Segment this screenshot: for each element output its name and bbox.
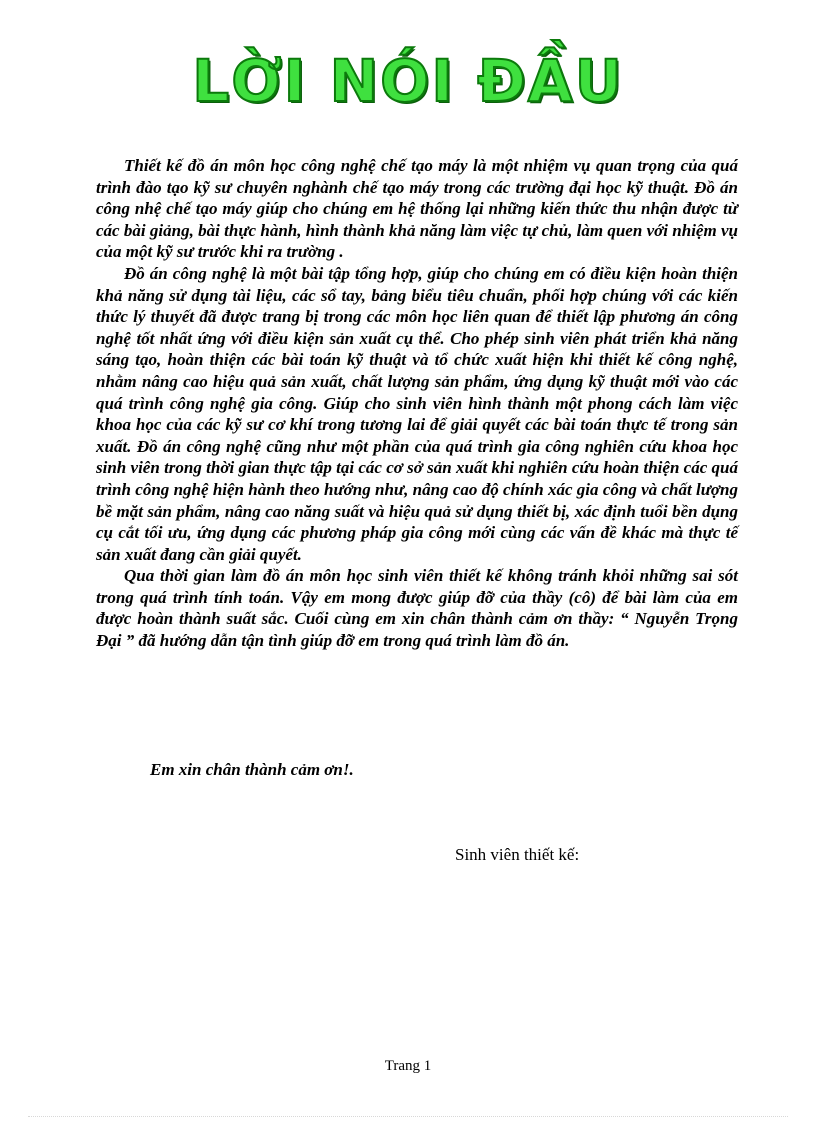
paragraph-intro: Thiết kế đồ án môn học công nghệ chế tạo máy là một nhiệm vụ quan trọng của quá trình đào tạo kỹ sư chuyên nghành chế tạo máy trong các trường đại học kỹ thuật. Đồ án công nhệ chế tạo máy giúp cho chúng em hệ thống lại những kiến thức thu nhận được từ các bài giảng, bài thực hành, hình thành khả năng làm việc tự chủ, làm quen với nhiệm vụ của một kỹ sư trước khi ra trường . [96,156,738,262]
body-text [96,155,738,652]
page-bottom-divider [28,1116,788,1117]
page-title: LỜI NÓI ĐẦU [192,47,624,115]
paragraph-purpose: Đồ án công nghệ là một bài tập tổng hợp, giúp cho chúng em có điều kiện hoàn thiện khả năng sử dụng tài liệu, các sổ tay, bảng biểu tiêu chuẩn, phối hợp chúng với các kiến thức lý thuyết đã được trang bị trong các môn học liên quan để thiết lập phương án công nghệ tốt nhất ứng với điều kiện sản xuất cụ thể. Cho phép sinh viên phát triển khả năng sáng tạo, hoàn thiện các bài toán kỹ thuật và tổ chức xuất hiện khi thiết kế công nghệ, nhằm nâng cao hiệu quả sản xuất, chất lượng sản phẩm, ứng dụng kỹ thuật mới vào các quá trình công nghệ gia công. Giúp cho sinh viên hình thành một phong cách làm việc khoa học của các kỹ sư cơ khí trong tương lai để giải quyết các bài toán thực tế trong sản xuất. Đồ án công nghệ cũng như một phần của quá trình gia công nghiên cứu khoa học sinh viên trong thời gian thực tập tại các cơ sở sản xuất khi nghiên cứu hoàn thiện các quá trình công nghệ hiện hành theo hướng như, nâng cao độ chính xác gia công và chất lượng bề mặt sản phẩm, nâng cao năng suất và hiệu quả sử dụng thiết bị, xác định tuổi bền dụng cụ cắt tối ưu, ứng dụng các phương pháp gia công mới cùng các vấn đề khác mà thực tế sản xuất đang cần giải quyết. [96,263,738,564]
paragraph-thanks: Qua thời gian làm đồ án môn học sinh viên thiết kế không tránh khỏi những sai sót trong quá trình tính toán. Vậy em mong được giúp đỡ của thầy (cô) để bài làm của em được hoàn thành suất sắc. Cuối cùng em xin chân thành cảm ơn thầy: “ Nguyễn Trọng Đại ” đã hướng dẫn tận tình giúp đỡ em trong quá trình làm đồ án. [96,566,738,651]
page-number: Trang 1 [384,1058,432,1074]
signature-label: Sinh viên thiết kế: [455,845,580,864]
closing-line: Em xin chân thành cảm ơn!. [150,760,354,779]
